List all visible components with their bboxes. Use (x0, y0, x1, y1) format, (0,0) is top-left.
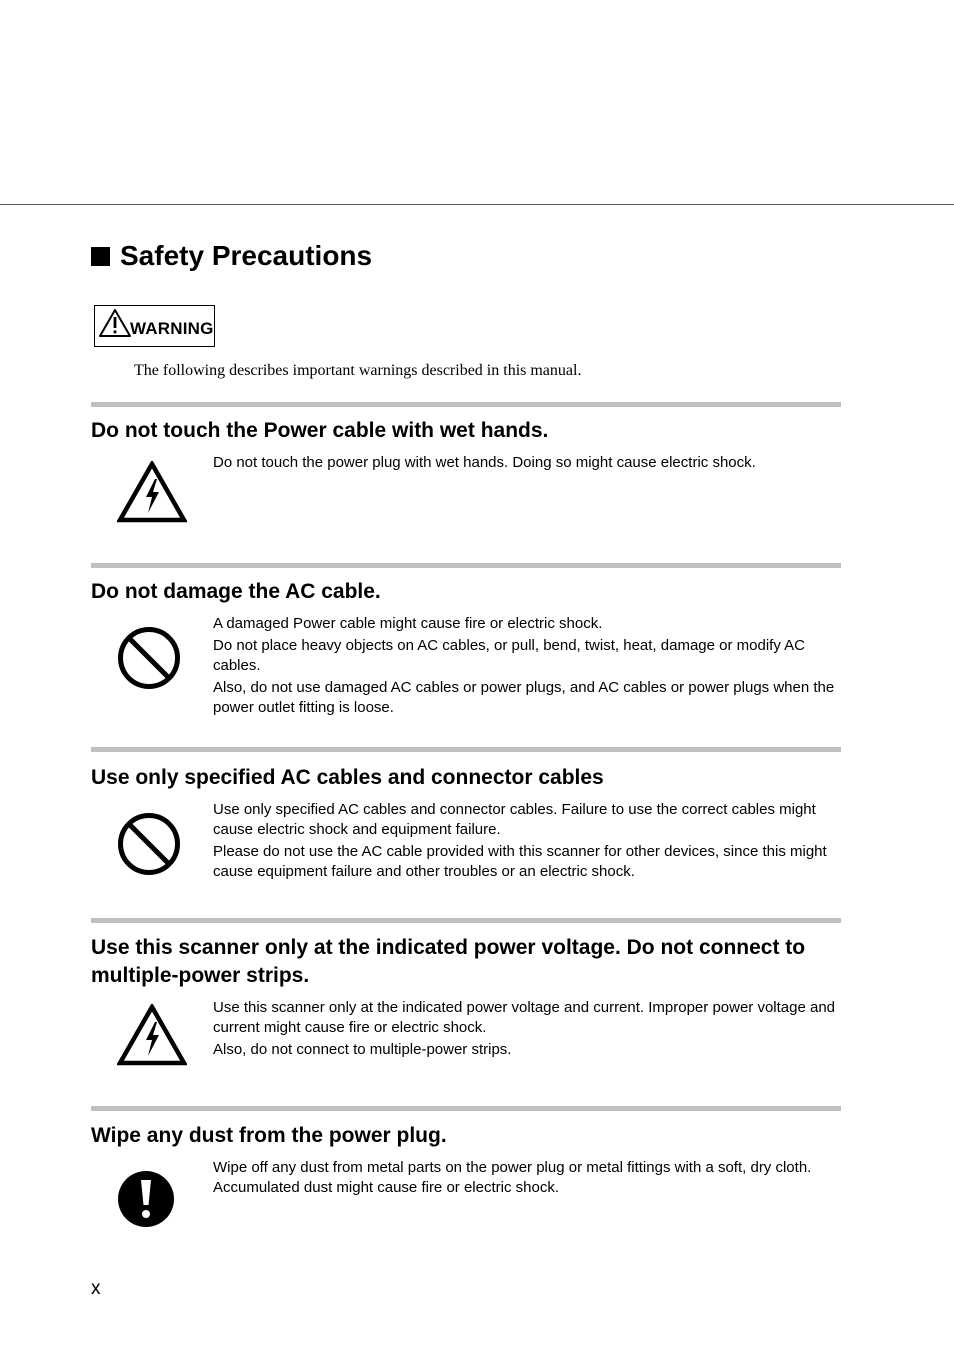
section-paragraph: Do not place heavy objects on AC cables, or pull, bend, twist, heat, damage or modify AC cables. (213, 637, 805, 674)
warning-triangle-icon (98, 308, 132, 338)
square-bullet-icon (91, 247, 110, 266)
page-title-text: Safety Precautions (120, 240, 373, 271)
section-heading: Wipe any dust from the power plug. (91, 1124, 447, 1147)
section-body (213, 614, 841, 718)
precaution-section (91, 747, 841, 884)
section-body (213, 998, 841, 1060)
section-paragraph: Please do not use the AC cable provided with this scanner for other devices, since this might cause equipment failure and other troubles or an electric shock. (213, 843, 827, 880)
mandatory-action-icon (117, 1170, 175, 1228)
section-divider (91, 918, 841, 923)
warning-badge (94, 305, 215, 347)
intro-text: The following describes important warnings described in this manual. (134, 362, 582, 379)
section-divider (91, 402, 841, 407)
section-paragraph: Use only specified AC cables and connector cables. Failure to use the correct cables might cause electric shock and equipment failure. (213, 801, 816, 838)
section-divider (91, 747, 841, 752)
electric-shock-warning-icon (117, 461, 187, 523)
precaution-section (91, 563, 841, 720)
section-paragraph: Wipe off any dust from metal parts on the power plug or metal fittings with a soft, dry cloth. Accumulated dust might cause fire or electric shock. (213, 1159, 812, 1196)
section-heading: Use this scanner only at the indicated power voltage. Do not connect to multiple-power strips. (91, 936, 806, 987)
section-paragraph: Also, do not use damaged AC cables or power plugs, and AC cables or power plugs when the power outlet fitting is loose. (213, 679, 835, 716)
section-body (213, 453, 841, 473)
section-body (213, 800, 841, 882)
section-paragraph: Do not touch the power plug with wet hands. Doing so might cause electric shock. (213, 454, 756, 471)
section-paragraph: Also, do not connect to multiple-power strips. (213, 1041, 512, 1058)
section-paragraph: A damaged Power cable might cause fire or electric shock. (213, 615, 603, 632)
prohibited-icon (117, 812, 181, 876)
section-paragraph: Use this scanner only at the indicated power voltage and current. Improper power voltage and current might cause fire or electric shock. (213, 999, 836, 1036)
section-divider (91, 1106, 841, 1111)
section-divider (91, 563, 841, 568)
page-number: x (91, 1278, 101, 1299)
section-heading: Do not touch the Power cable with wet hands. (91, 419, 549, 442)
prohibited-icon (117, 626, 181, 690)
section-heading: Use only specified AC cables and connector cables (91, 766, 604, 789)
precaution-section (91, 1106, 841, 1200)
header-rule (0, 204, 954, 205)
precaution-section (91, 918, 841, 1062)
precaution-section (91, 402, 841, 475)
section-heading: Do not damage the AC cable. (91, 580, 381, 603)
electric-shock-warning-icon (117, 1004, 187, 1066)
section-body (213, 1158, 841, 1198)
page-title (91, 240, 372, 272)
warning-label: WARNING (130, 319, 214, 338)
